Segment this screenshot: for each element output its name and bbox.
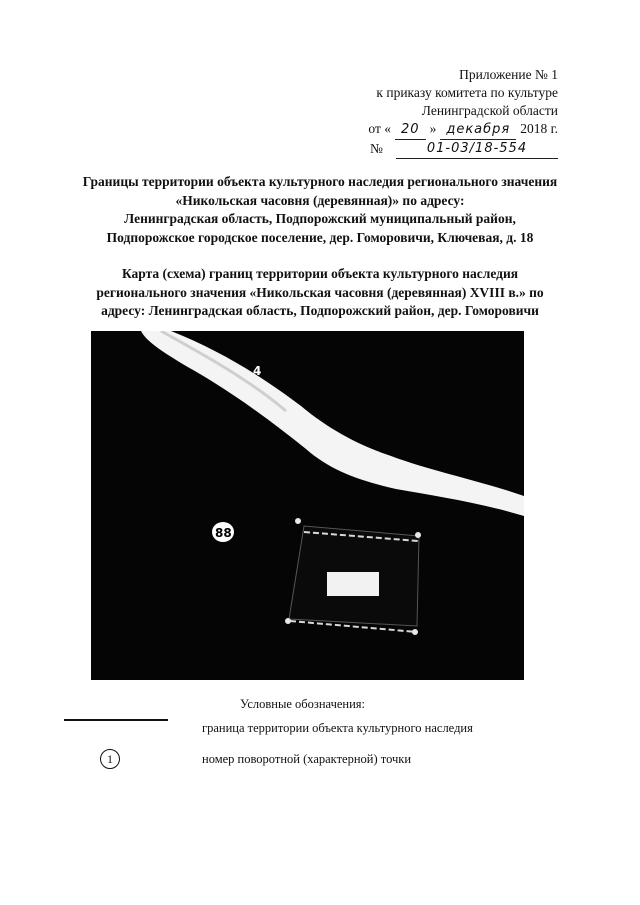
legend-boundary-text: граница территории объекта культурного наследия xyxy=(202,721,473,735)
appendix-number: Приложение № 1 xyxy=(459,67,558,82)
title-line-2: «Никольская часовня (деревянная)» по адресу: xyxy=(175,192,465,208)
legend-title: Условные обозначения: xyxy=(240,697,366,711)
turning-point-marker xyxy=(295,518,301,524)
date-mid: » xyxy=(429,121,437,136)
appendix-header xyxy=(368,66,558,159)
road-band xyxy=(141,331,524,516)
legend-point-text: номер поворотной (характерной) точки xyxy=(202,752,412,766)
turning-point-marker xyxy=(285,618,291,624)
map-label-road: 4 xyxy=(253,364,262,378)
legend-point-number: 1 xyxy=(107,751,113,766)
appendix-region: Ленинградской области xyxy=(421,103,558,118)
legend-boundary-line-symbol xyxy=(64,719,168,721)
number-prefix: № xyxy=(370,141,383,156)
date-month-handwritten: декабря xyxy=(440,121,516,140)
legend-point-symbol xyxy=(100,749,120,769)
appendix-order-number xyxy=(370,140,558,159)
map-caption xyxy=(50,265,590,321)
title-line-1: Границы территории объекта культурного наследия регионального значения xyxy=(82,174,558,189)
title-line-4: Подпорожское городское поселение, дер. Гоморовичи, Ключевая, д. 18 xyxy=(106,229,534,245)
turning-point-marker xyxy=(415,532,421,538)
date-prefix: от « xyxy=(368,121,392,136)
appendix-date xyxy=(368,120,558,140)
chapel-building xyxy=(327,572,379,596)
document-title xyxy=(50,173,590,247)
caption-line-3: адресу: Ленинградская область, Подпорожский район, дер. Гоморовичи xyxy=(101,303,539,318)
date-day-handwritten: 20 xyxy=(395,121,426,140)
number-handwritten: 01-03/18-554 xyxy=(396,140,558,159)
caption-line-1: Карта (схема) границ территории объекта культурного наследия xyxy=(121,266,519,281)
site-map-image xyxy=(91,331,524,680)
appendix-order-ref: к приказу комитета по культуре xyxy=(376,85,558,100)
date-year: 2018 г. xyxy=(520,121,558,136)
turning-point-marker xyxy=(412,629,418,635)
caption-line-2: регионального значения «Никольская часовня (деревянная) XVIII в.» по xyxy=(96,284,544,300)
map-drawing xyxy=(91,331,524,680)
title-line-3: Ленинградская область, Подпорожский муниципальный район, xyxy=(124,211,516,226)
map-label-site: 88 xyxy=(215,526,232,540)
